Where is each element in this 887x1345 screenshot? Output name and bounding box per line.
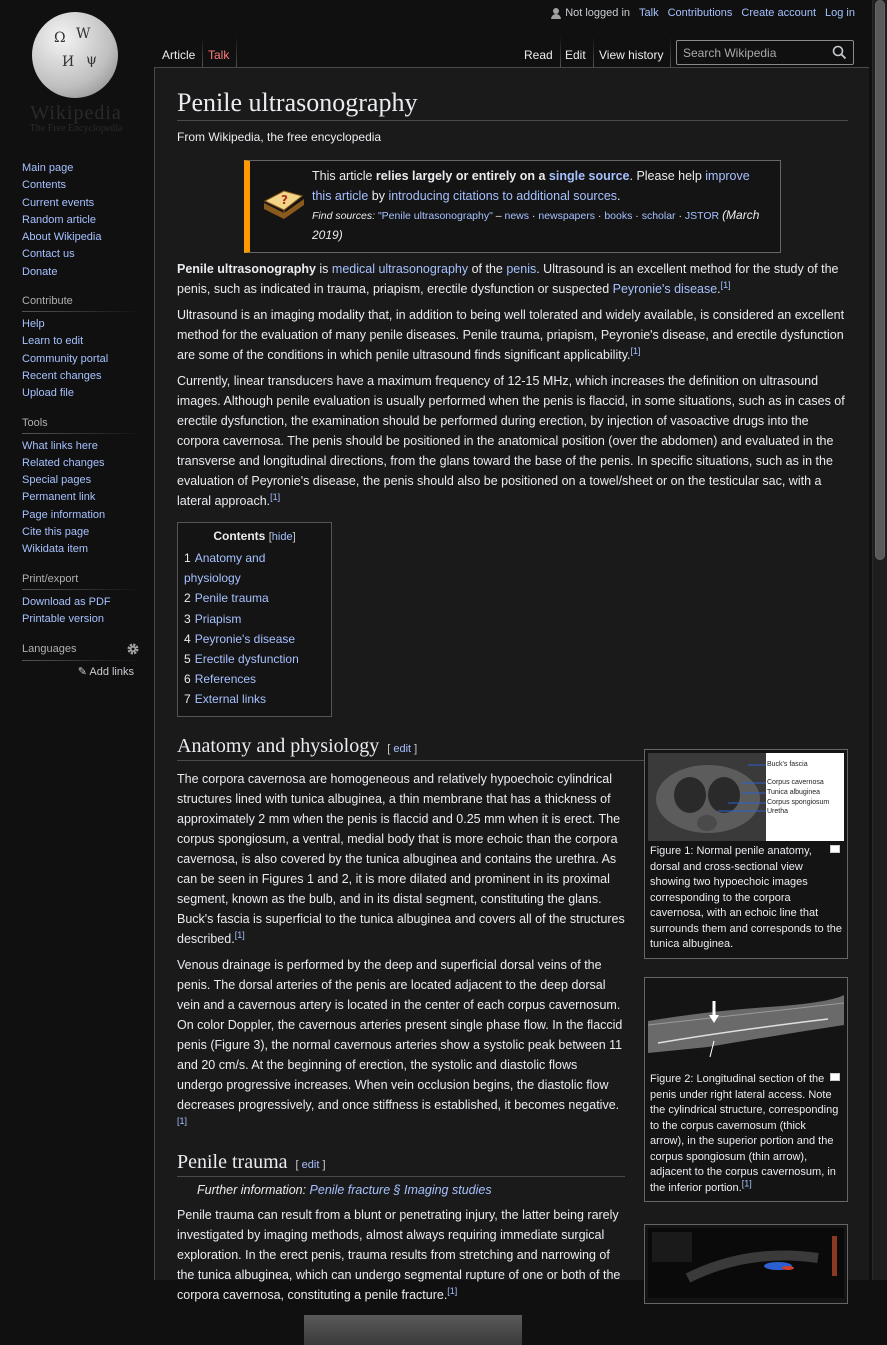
page-scrollbar[interactable] bbox=[872, 0, 887, 1280]
notice-text-8: . bbox=[617, 189, 621, 203]
anatomy-edit-link[interactable]: edit bbox=[393, 742, 412, 755]
anatomy-paragraph-1-text: The corpora cavernosa are homogeneous and relatively hypoechoic cylindrical structures lined with tunica albuginea, a thin membrane that has a thickness of approximately 2 mm when the penis is flaccid and 0.25 mm when it is erect. The corpus spongiosum, a ventral, medial body that is more echoic than the corpora cavernosa, is also covered by the tunica albuginea and contains the urethra. As can be seen in Figures 1 and 2, it is more dilated and prominent in its proximal segment, known as the bulb, and in its distal segment, constituting the glans. Buck's fascia is superficial to the tunica albuginea and covers all of the structures described. bbox=[177, 771, 625, 946]
find-sources-query-link[interactable]: "Penile ultrasonography" bbox=[377, 210, 493, 222]
trauma-paragraph-1 bbox=[177, 1205, 625, 1305]
scrollbar-thumb[interactable] bbox=[875, 0, 885, 560]
not-logged-in bbox=[551, 7, 630, 19]
paragraph-2 bbox=[177, 305, 848, 365]
sidebar-item-donate[interactable]: Donate bbox=[22, 265, 58, 278]
log-in-link[interactable]: Log in bbox=[825, 7, 855, 19]
personal-talk-link[interactable]: Talk bbox=[639, 7, 659, 19]
tab-talk[interactable]: Talk bbox=[201, 37, 237, 67]
toc-num: 6 bbox=[184, 672, 191, 687]
toc-link[interactable]: Penile trauma bbox=[194, 591, 269, 606]
figure-1-label-tunica-albuginea: Tunica albuginea bbox=[767, 789, 821, 796]
section-heading-anatomy: Anatomy and physiology [ edit ] bbox=[177, 735, 848, 761]
add-links-label: Add links bbox=[89, 666, 134, 679]
search-input[interactable] bbox=[683, 44, 823, 61]
figure-3-doppler-image[interactable] bbox=[648, 1228, 844, 1298]
toc-title-row: Contents [hide] bbox=[213, 529, 296, 543]
sidebar-item-about[interactable]: About Wikipedia bbox=[22, 231, 102, 244]
toc-item-1[interactable] bbox=[184, 548, 325, 588]
toc-item-7[interactable] bbox=[184, 689, 325, 709]
penis-link[interactable]: penis bbox=[506, 262, 537, 276]
sidebar-item-contact[interactable]: Contact us bbox=[22, 248, 75, 261]
toc-title: Contents bbox=[213, 529, 266, 543]
single-source-notice bbox=[244, 160, 781, 253]
user-icon bbox=[551, 8, 561, 19]
figure-1-label-corpus-cavernosa: Corpus cavernosa bbox=[767, 779, 824, 786]
wikipedia-wordmark: Wikipedia bbox=[30, 102, 122, 124]
find-sources-news-link[interactable]: news bbox=[504, 210, 530, 222]
languages-label: Languages bbox=[22, 643, 77, 656]
sidebar-heading-print: Print/export bbox=[22, 573, 140, 590]
toc-link[interactable]: External links bbox=[194, 692, 267, 707]
toc-num: 5 bbox=[184, 652, 191, 667]
paragraph-3-text: Currently, linear transducers have a maximum frequency of 12-15 MHz, which increases the definition on ultrasound images. Although penile evaluation is usually performed when the penis is flaccid, in some situations, such as in cases of erectile dysfunction, the examination should be performed during erection, by injection of vasoactive drugs into the corpora cavernosa. The penis should be positioned in the anatomical position (over the abdomen) and evaluated in the transverse and longitudinal directions, from the glans toward the base of the penis. In specific situations, such as in the evaluation of Peyronie's disease, the penis should also be positioned on a towel/sheet or on the testicular sac, with a lateral approach. bbox=[177, 374, 845, 508]
sidebar-item-main-page[interactable]: Main page bbox=[22, 162, 74, 174]
single-source-link[interactable]: single source bbox=[548, 169, 630, 183]
not-logged-in-label: Not logged in bbox=[565, 7, 631, 19]
figure-1-label-uretha: Uretha bbox=[767, 808, 789, 815]
paragraph-3 bbox=[177, 371, 848, 511]
wikipedia-tagline: The Free Encyclopedia bbox=[29, 123, 123, 134]
tab-read[interactable]: Read bbox=[517, 37, 561, 67]
sidebar-heading-tools: Tools bbox=[22, 417, 140, 434]
enlarge-icon[interactable] bbox=[830, 1073, 840, 1081]
toc-num: 2 bbox=[184, 591, 191, 606]
reference-link[interactable]: [1] bbox=[630, 345, 641, 356]
trauma-paragraph-1-text: Penile trauma can result from a blunt or penetrating injury, the latter being rarely investigated by imaging methods, almost always requiring immediate surgical exploration. In the erect penis, trauma results from stretching and narrowing of the tunica albuginea, which can undergo segmental rupture of one or both of the corpora cavernosa, constituting a penile fracture. bbox=[177, 1207, 621, 1302]
trauma-heading-text: Penile trauma bbox=[177, 1150, 288, 1173]
notice-text-2: relies largely or entirely on a bbox=[375, 169, 549, 183]
reference-link[interactable]: [1] bbox=[234, 929, 245, 940]
sidebar-item-download-pdf[interactable]: Download as PDF bbox=[22, 595, 111, 608]
lead-text-3: . Ultrasound is an excellent method for the study of the penis, such as indicated in trauma, priapism, erectile dysfunction or suspected bbox=[177, 262, 839, 296]
svg-text:?: ? bbox=[281, 193, 288, 207]
sidebar-item-help[interactable]: Help bbox=[22, 318, 45, 331]
tab-view-history[interactable]: View history bbox=[592, 37, 671, 67]
toc-hide-button[interactable]: hide bbox=[271, 531, 293, 543]
find-sources-books-link[interactable]: books bbox=[604, 210, 633, 222]
penile-fracture-link[interactable]: Penile fracture § Imaging studies bbox=[309, 1182, 492, 1197]
wikipedia-logo[interactable] bbox=[20, 10, 132, 135]
sidebar-item-related-changes[interactable]: Related changes bbox=[22, 456, 105, 469]
contributions-link[interactable]: Contributions bbox=[667, 7, 733, 19]
notice-date: (March 2019) bbox=[312, 208, 760, 242]
toc-item-3[interactable] bbox=[184, 609, 325, 629]
improve-article-link[interactable]: improve this article bbox=[312, 169, 750, 203]
lead-paragraph bbox=[177, 259, 848, 299]
toc-link[interactable]: Peyronie's disease bbox=[194, 631, 296, 646]
reference-link[interactable]: [1] bbox=[270, 491, 281, 502]
table-of-contents bbox=[177, 522, 332, 717]
sidebar-item-learn-to-edit[interactable]: Learn to edit bbox=[22, 335, 84, 348]
figure-1-caption bbox=[648, 841, 844, 955]
reference-link[interactable]: [1] bbox=[720, 279, 731, 290]
search-icon[interactable] bbox=[832, 45, 847, 60]
enlarge-icon[interactable] bbox=[830, 845, 840, 853]
find-sources-dash: – bbox=[492, 210, 505, 222]
lead-text-1: is bbox=[315, 262, 332, 276]
sidebar-item-special-pages[interactable]: Special pages bbox=[22, 474, 92, 487]
sidebar-item-printable-version[interactable]: Printable version bbox=[22, 612, 104, 625]
section-heading-trauma: Penile trauma [ edit ] bbox=[177, 1151, 625, 1177]
sidebar-heading-languages bbox=[22, 642, 140, 661]
sidebar-item-community-portal[interactable]: Community portal bbox=[22, 352, 109, 365]
find-sources: Find sources: "Penile ultrasonography" – news · newspapers · books · scholar · JSTOR (March 2019) bbox=[312, 208, 760, 242]
figure-3 bbox=[644, 1224, 848, 1304]
sidebar-item-current-events[interactable]: Current events bbox=[22, 196, 95, 209]
find-sources-newspapers-link[interactable]: newspapers bbox=[538, 210, 595, 222]
site-subtitle: From Wikipedia, the free encyclopedia bbox=[177, 130, 382, 144]
toc-num: 7 bbox=[184, 692, 191, 707]
notice-text-6: by bbox=[368, 189, 389, 203]
find-sources-label: Find sources: bbox=[312, 210, 376, 222]
sidebar-item-wikidata-item[interactable]: Wikidata item bbox=[22, 543, 89, 556]
toc-link[interactable]: Erectile dysfunction bbox=[194, 652, 299, 667]
figure-2-image[interactable] bbox=[648, 981, 844, 1069]
lead-text-2: of the bbox=[468, 262, 507, 276]
edit-pencil-icon: ✎ bbox=[77, 666, 87, 679]
figure-1-caption-text: Figure 1: Normal penile anatomy, dorsal and cross-sectional view showing two hypoechoic images corresponding to the corpora cavernosa, with an echoic line that surrounds them and corresponds to the tunica albuginea. bbox=[650, 845, 843, 950]
add-links[interactable] bbox=[22, 665, 140, 678]
anatomy-paragraph-2-text: Venous drainage is performed by the deep and superficial dorsal veins of the penis. The dorsal arteries of the penis are located adjacent to the deep dorsal vein and a cavernous artery is located in the center of each corpus cavernosum. On color Doppler, the cavernous arteries present single phase flow. In the flaccid penis (Figure 3), the normal cavernous arteries show a systolic peak between 11 and 20 cm/s. At the beginning of erection, the systolic and diastolic flows undergo progressive increases. When vein occlusion begins, the diastolic flow decreases progressively, and once stiffness is established, it becomes negative. bbox=[177, 957, 623, 1112]
toc-link[interactable]: Priapism bbox=[194, 611, 242, 626]
sidebar-item-random-article[interactable]: Random article bbox=[22, 213, 96, 226]
figure-1-image[interactable] bbox=[648, 753, 844, 841]
anatomy-heading-text: Anatomy and physiology bbox=[177, 734, 380, 757]
tab-edit[interactable]: Edit bbox=[558, 37, 594, 67]
sidebar-item-page-information[interactable]: Page information bbox=[22, 508, 106, 521]
personal-tools bbox=[551, 7, 855, 19]
toc-item-2[interactable] bbox=[184, 588, 325, 608]
reference-link[interactable]: [1] bbox=[177, 1115, 188, 1126]
sidebar-nav bbox=[22, 160, 140, 281]
toc-item-6[interactable] bbox=[184, 669, 325, 689]
gear-icon[interactable] bbox=[126, 642, 140, 656]
page-title: Penile ultrasonography bbox=[177, 88, 848, 121]
wikipedia-globe-icon: Ω W И ψ bbox=[32, 12, 118, 98]
anatomy-paragraph-1 bbox=[177, 769, 625, 949]
reference-link[interactable]: [1] bbox=[447, 1285, 458, 1296]
medical-ultrasonography-link[interactable]: medical ultrasonography bbox=[331, 262, 469, 276]
sidebar-item-recent-changes[interactable]: Recent changes bbox=[22, 369, 102, 382]
sidebar-item-contents[interactable]: Contents bbox=[22, 179, 67, 192]
sidebar-heading-contribute: Contribute bbox=[22, 295, 140, 312]
toc-num: 1 bbox=[184, 551, 191, 565]
sidebar-item-upload-file[interactable]: Upload file bbox=[22, 387, 74, 400]
sidebar-item-what-links-here[interactable]: What links here bbox=[22, 439, 98, 452]
lead-bold-title: Penile ultrasonography bbox=[177, 262, 316, 276]
sidebar-item-permanent-link[interactable]: Permanent link bbox=[22, 491, 96, 504]
trauma-image[interactable] bbox=[304, 1315, 522, 1345]
toc-num: 4 bbox=[184, 631, 191, 646]
introducing-citations-link[interactable]: introducing citations to additional sources bbox=[388, 189, 618, 203]
trauma-edit-link[interactable]: edit bbox=[301, 1158, 320, 1171]
tab-article[interactable]: Article bbox=[155, 37, 203, 67]
paragraph-2-text: Ultrasound is an imaging modality that, in addition to being well tolerated and widely available, is considered an excellent method for the evaluation of many penile diseases. Penile trauma, priapism, Peyronie's disease, and erectile dysfunction are some of the conditions in which penile ultrasound finds significant applicability. bbox=[177, 308, 845, 362]
toc-link[interactable]: References bbox=[194, 672, 257, 687]
further-info-label: Further information: bbox=[197, 1182, 310, 1197]
lead-text-4: . bbox=[717, 282, 721, 296]
peyronies-disease-link[interactable]: Peyronie's disease bbox=[612, 282, 718, 296]
toc-num: 3 bbox=[184, 611, 191, 626]
notice-book-icon bbox=[258, 166, 310, 246]
figure-2-caption-text: Figure 2: Longitudinal section of the penis under right lateral access. Note the cylindrical structure, corresponding to the corpus cavernosum (thick arrow), in the superior portion and the corpus spongiosum (thin arrow), adjacent to the corpus cavernosum, in the inferior portion. bbox=[650, 1073, 839, 1194]
reference-link[interactable]: [1] bbox=[741, 1177, 752, 1188]
figure-2-caption bbox=[648, 1069, 844, 1198]
notice-text-1: This article bbox=[312, 169, 376, 183]
find-sources-scholar-link[interactable]: scholar bbox=[641, 210, 676, 222]
toc-item-4[interactable] bbox=[184, 629, 325, 649]
notice-text-4: . Please help bbox=[629, 169, 706, 183]
figure-1-label-corpus-spongiosum: Corpus spongiosum bbox=[767, 799, 830, 806]
figure-2 bbox=[644, 977, 848, 1202]
toc-link[interactable]: Anatomy and physiology bbox=[184, 551, 266, 586]
notice-text bbox=[310, 166, 772, 246]
find-sources-jstor-link[interactable]: JSTOR bbox=[684, 210, 720, 222]
sidebar-item-cite-this-page[interactable]: Cite this page bbox=[22, 526, 90, 539]
anatomy-paragraph-2 bbox=[177, 955, 625, 1135]
create-account-link[interactable]: Create account bbox=[741, 7, 817, 19]
figure-1-label-bucks-fascia: Buck's fascia bbox=[767, 761, 808, 768]
search-box bbox=[676, 40, 854, 65]
figure-1 bbox=[644, 749, 848, 959]
sidebar bbox=[22, 160, 140, 678]
toc-item-5[interactable] bbox=[184, 649, 325, 669]
content bbox=[154, 67, 869, 1302]
